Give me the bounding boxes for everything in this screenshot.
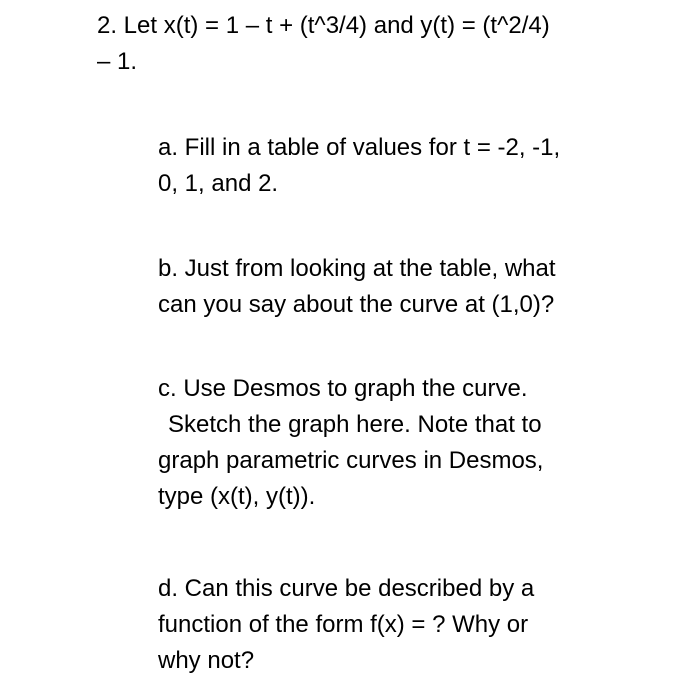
part-d xyxy=(158,571,678,679)
part-c-line-1: c. Use Desmos to graph the curve. xyxy=(158,375,528,402)
part-c-line-4: type (x(t), y(t)). xyxy=(158,483,316,510)
part-d-line-3: why not? xyxy=(158,647,255,674)
problem-stem-line-1: 2. Let x(t) = 1 – t + (t^3/4) and y(t) = (t^2/4) xyxy=(97,12,550,39)
problem-stem-line-2: – 1. xyxy=(97,48,138,75)
part-d-line-2: function of the form f(x) = ? Why or xyxy=(158,611,529,638)
part-a-line-1: a. Fill in a table of values for t = -2, -1, xyxy=(158,134,561,161)
part-a xyxy=(158,130,678,202)
part-c xyxy=(158,371,678,515)
part-d-line-1: d. Can this curve be described by a xyxy=(158,575,535,602)
part-b xyxy=(158,251,678,323)
problem-stem xyxy=(97,8,677,80)
part-a-line-2: 0, 1, and 2. xyxy=(158,170,279,197)
part-c-line-2: Sketch the graph here. Note that to xyxy=(168,411,542,438)
part-b-line-1: b. Just from looking at the table, what xyxy=(158,255,556,282)
part-c-line-3: graph parametric curves in Desmos, xyxy=(158,447,544,474)
part-b-line-2: can you say about the curve at (1,0)? xyxy=(158,291,555,318)
